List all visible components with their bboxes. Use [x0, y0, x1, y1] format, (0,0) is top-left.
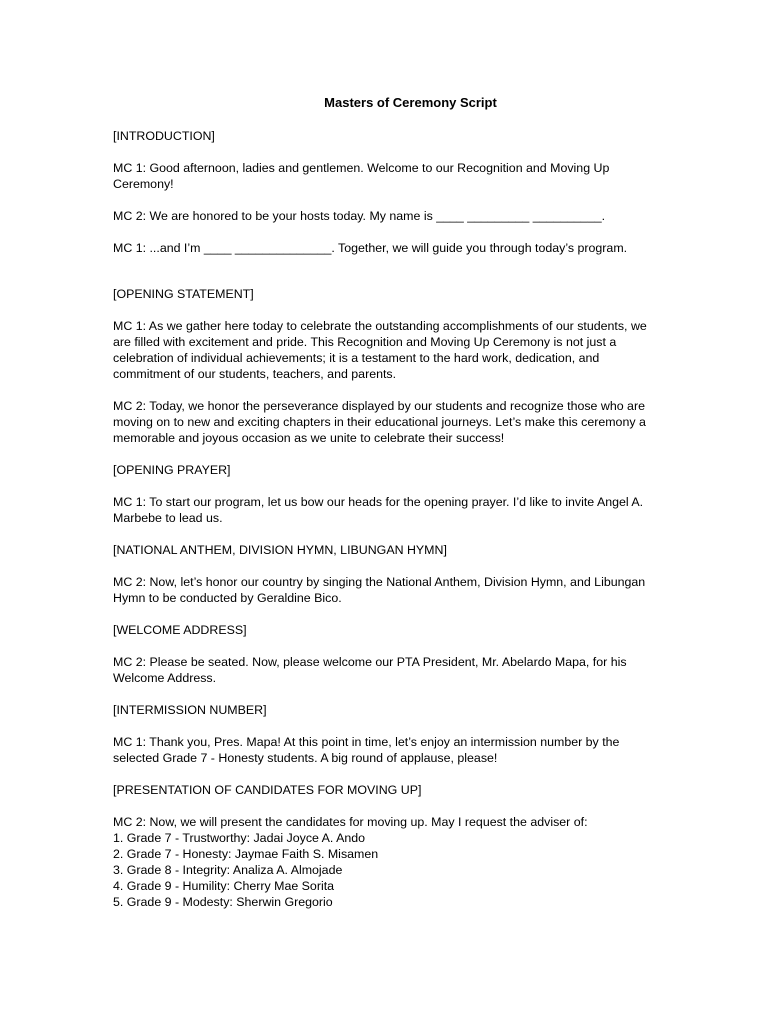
script-line: MC 1: As we gather here today to celebrate the outstanding accomplishments of our students, we are filled with excitement and pride. This Recognition and Moving Up Ceremony is not just a celebration of individual achievements; it is a testament to the hard work, dedication, and commitment of our students, teachers, and parents. [113, 319, 651, 381]
list-item: 4. Grade 9 - Humility: Cherry Mae Sorita [113, 879, 335, 893]
script-line: MC 1: To start our program, let us bow our heads for the opening prayer. I’d like to invite Angel A. Marbebe to lead us. [113, 495, 647, 525]
script-line: MC 2: Today, we honor the perseverance displayed by our students and recognize those who are moving on to new and exciting chapters in their educational journeys. Let’s make this ceremony a memorable and joyous occasion as we unite to celebrate their success! [113, 399, 650, 445]
list-item: 2. Grade 7 - Honesty: Jaymae Faith S. Misamen [113, 847, 379, 861]
section-heading-anthem-hymns: [NATIONAL ANTHEM, DIVISION HYMN, LIBUNGAN HYMN] [113, 543, 447, 557]
script-line: MC 1: ...and I’m ____ ______________. Together, we will guide you through today’s program. [113, 241, 628, 255]
list-item: 1. Grade 7 - Trustworthy: Jadai Joyce A. Ando [113, 831, 366, 845]
script-line: MC 1: Good afternoon, ladies and gentlemen. Welcome to our Recognition and Moving Up Ceremony! [113, 161, 613, 191]
section-heading-intermission: [INTERMISSION NUMBER] [113, 703, 267, 717]
section-heading-welcome-address: [WELCOME ADDRESS] [113, 623, 247, 637]
document-title: Masters of Ceremony Script [324, 95, 497, 110]
script-line: MC 1: Thank you, Pres. Mapa! At this point in time, let’s enjoy an intermission number by the selected Grade 7 - Honesty students. A big round of applause, please! [113, 735, 623, 765]
script-line: MC 2: Please be seated. Now, please welcome our PTA President, Mr. Abelardo Mapa, for his Welcome Address. [113, 655, 631, 685]
script-line: MC 2: We are honored to be your hosts today. My name is ____ _________ __________. [113, 209, 606, 223]
candidates-list [113, 830, 668, 910]
script-line: MC 2: Now, we will present the candidates for moving up. May I request the adviser of: [113, 815, 588, 829]
section-heading-opening-statement: [OPENING STATEMENT] [113, 287, 254, 301]
section-heading-opening-prayer: [OPENING PRAYER] [113, 463, 231, 477]
section-heading-presentation-of-candidates: [PRESENTATION OF CANDIDATES FOR MOVING UP] [113, 783, 422, 797]
list-item: 3. Grade 8 - Integrity: Analiza A. Almojade [113, 863, 343, 877]
list-item: 5. Grade 9 - Modesty: Sherwin Gregorio [113, 895, 333, 909]
section-heading-introduction: [INTRODUCTION] [113, 129, 215, 143]
script-line: MC 2: Now, let’s honor our country by singing the National Anthem, Division Hymn, and Libungan Hymn to be conducted by Geraldine Bico. [113, 575, 649, 605]
